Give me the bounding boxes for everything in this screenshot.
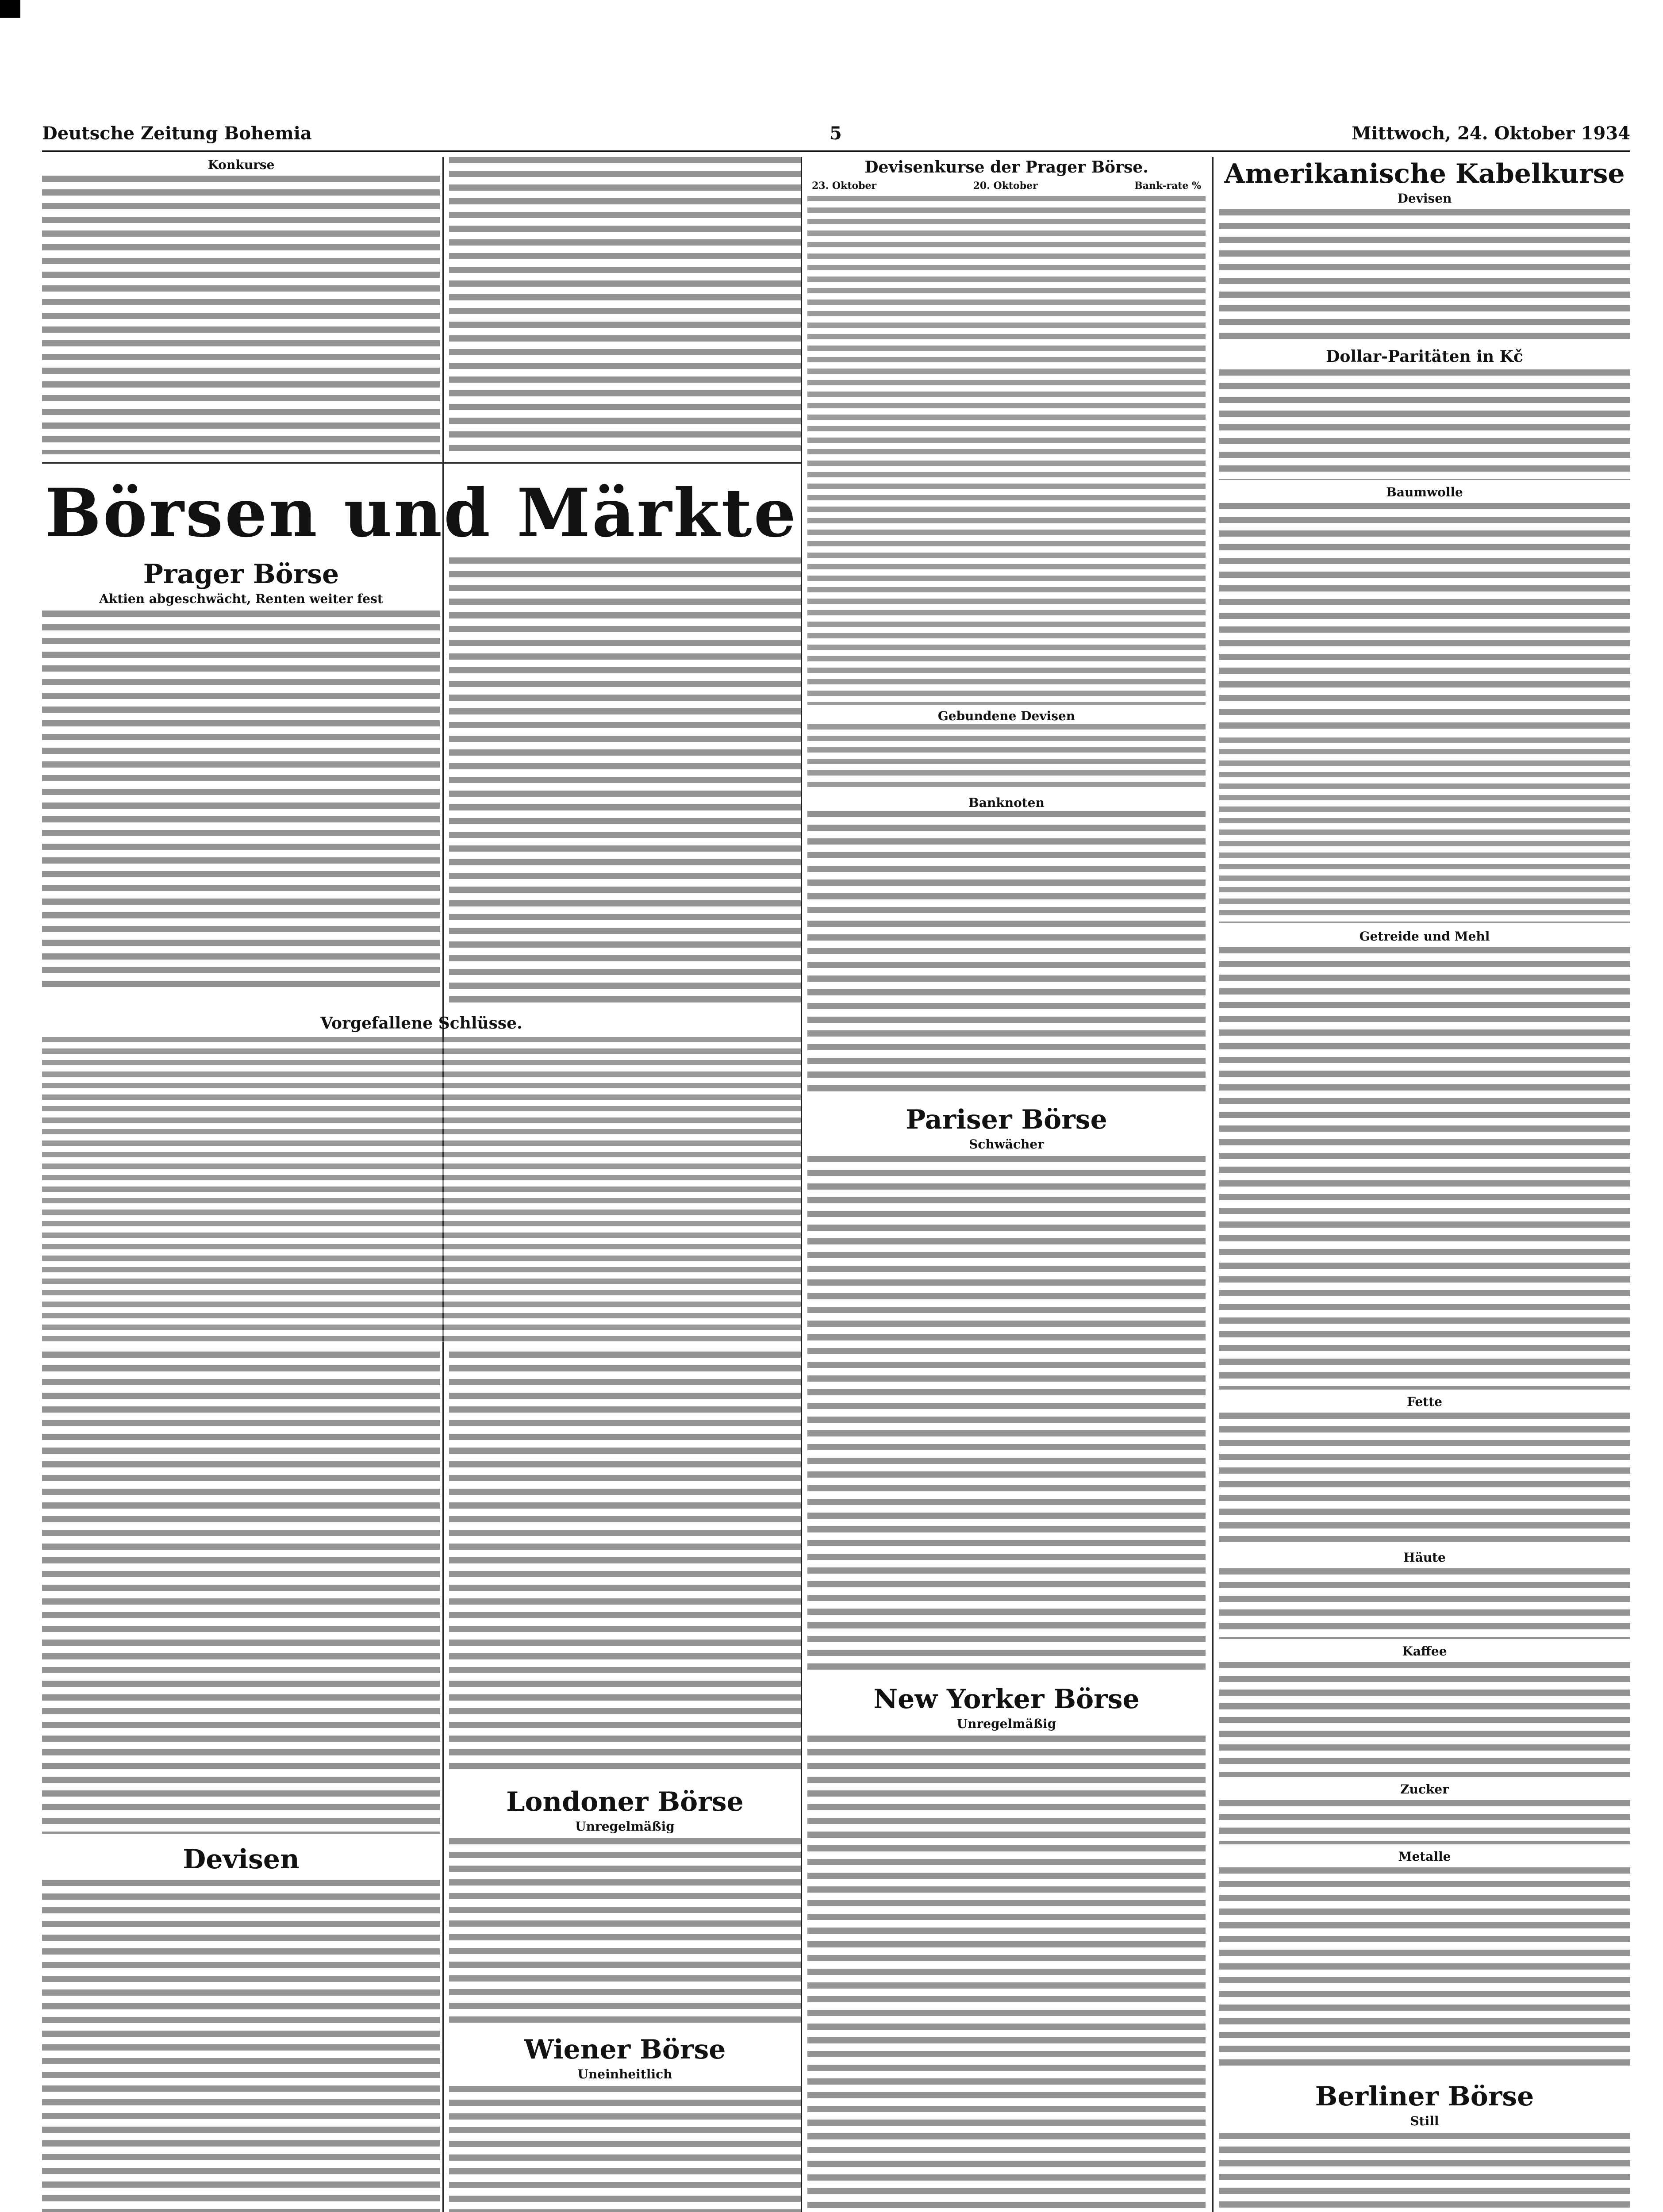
staatsanleihen-text (42, 1352, 440, 1834)
metalle-heading: Metalle (1398, 1849, 1451, 1864)
vorgefallene-schluesse-heading: Vorgefallene Schlüsse. (320, 1014, 522, 1033)
prager-boerse-text (42, 611, 440, 991)
baumwolle-table (1219, 737, 1630, 923)
kaffee-text (1219, 1662, 1630, 1777)
gebundene-devisen-table (807, 724, 1206, 791)
getreide-mehl-text (1219, 947, 1630, 1390)
fette-heading: Fette (1407, 1394, 1442, 1409)
konkurse-text-continued (449, 157, 801, 453)
dollar-paritaeten-heading: Dollar-Paritäten in Kč (1326, 347, 1523, 366)
vorgefallene-schluesse-table (42, 1037, 801, 1342)
page-header (42, 119, 1630, 152)
londoner-boerse-text (449, 1838, 801, 2024)
haeute-heading: Häute (1403, 1550, 1446, 1565)
prager-boerse-text-continued (449, 557, 801, 1004)
column-rule (1212, 157, 1214, 2212)
page-number: 5 (830, 123, 842, 144)
kaffee-heading: Kaffee (1402, 1644, 1447, 1659)
baumwolle-heading: Baumwolle (1386, 485, 1463, 499)
prager-boerse-heading: Prager Börse (143, 559, 339, 590)
zucker-text (1219, 1800, 1630, 1844)
devisenkurse-column-headers: 23. Oktober 20. Oktober Bank-rate % (812, 180, 1201, 192)
column-rule (801, 157, 802, 2212)
wiener-boerse-heading: Wiener Börse (524, 2034, 726, 2065)
amerikanische-kabelkurse-heading: Amerikanische Kabelkurse (1224, 158, 1625, 189)
issue-date: Mittwoch, 24. Oktober 1934 (1352, 123, 1630, 144)
londoner-boerse-heading: Londoner Börse (506, 1786, 744, 1817)
paper-name: Deutsche Zeitung Bohemia (42, 123, 312, 144)
registration-mark (0, 0, 20, 18)
new-yorker-boerse-subheading: Unregelmäßig (956, 1717, 1056, 1731)
new-yorker-boerse-heading: New Yorker Börse (873, 1684, 1140, 1715)
devisenkurse-table (807, 196, 1206, 705)
devisen-subheading: Devisen (1397, 191, 1452, 206)
pariser-boerse-heading: Pariser Börse (906, 1104, 1107, 1135)
devisen-text (1219, 209, 1630, 342)
berliner-boerse-text (1219, 2133, 1630, 2212)
zucker-heading: Zucker (1400, 1782, 1449, 1797)
gebundene-devisen-heading: Gebundene Devisen (937, 709, 1075, 723)
devisen-heading: Devisen (183, 1844, 300, 1875)
pariser-boerse-subheading: Schwächer (969, 1137, 1044, 1152)
new-yorker-boerse-text (807, 1736, 1206, 2212)
metalle-text (1219, 1867, 1630, 2071)
berliner-boerse-heading: Berliner Börse (1315, 2081, 1534, 2112)
fette-text (1219, 1413, 1630, 1545)
market-text (449, 1352, 801, 1776)
dollar-paritaeten-text (1219, 369, 1630, 480)
prager-boerse-subheading: Aktien abgeschwächt, Renten weiter fest (99, 591, 383, 606)
londoner-boerse-subheading: Unregelmäßig (575, 1819, 675, 1834)
boersen-maerkte-title: Börsen und Märkte (45, 474, 798, 552)
right-column (1219, 157, 1630, 2212)
berliner-boerse-subheading: Still (1410, 2114, 1439, 2128)
devisen-text (42, 1880, 440, 2212)
baumwolle-text (1219, 503, 1630, 733)
devisenkurse-heading: Devisenkurse der Prager Börse. (864, 158, 1148, 177)
middle-column (807, 157, 1206, 2212)
banknoten-heading: Banknoten (968, 795, 1045, 810)
getreide-mehl-heading: Getreide und Mehl (1359, 929, 1490, 944)
konkurse-heading: Konkurse (207, 157, 275, 172)
wiener-boerse-subheading: Uneinheitlich (577, 2067, 672, 2081)
wiener-boerse-text (449, 2086, 801, 2212)
konkurse-text (42, 176, 440, 454)
pariser-boerse-text (807, 1156, 1206, 1674)
banknoten-text (807, 811, 1206, 1094)
haeute-text (1219, 1568, 1630, 1639)
